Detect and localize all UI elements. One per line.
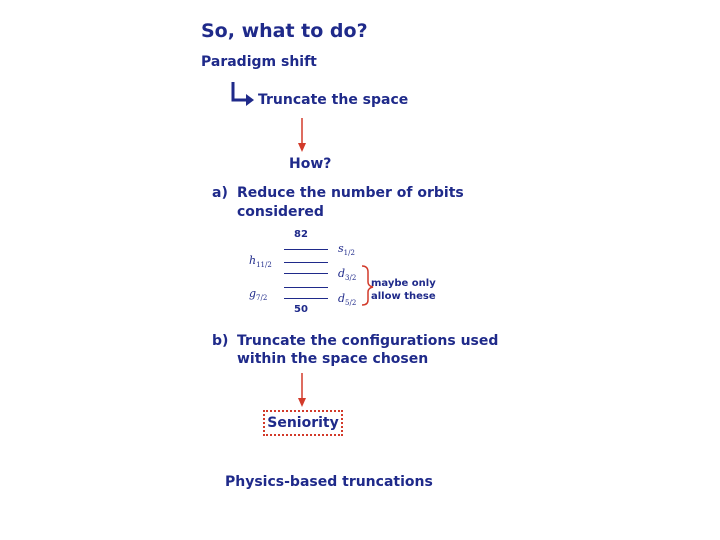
down-arrow-icon-seniority	[298, 373, 306, 407]
brace-note-line1: maybe only	[371, 278, 436, 289]
level-g72	[284, 287, 328, 288]
orbital-label-d32: $d_{3/2}$	[338, 267, 357, 283]
shell-closure-50: 50	[294, 304, 308, 315]
how-text: How?	[289, 156, 332, 172]
seniority-box	[263, 410, 343, 436]
orbital-label-s12: $s_{1/2}$	[338, 242, 355, 258]
option-b-line2: within the space chosen	[237, 351, 429, 367]
option-b-line1: Truncate the configurations used	[237, 333, 499, 349]
truncate-space-text: Truncate the space	[258, 92, 409, 108]
level-s12	[284, 249, 328, 250]
option-a-line2: considered	[237, 204, 324, 220]
slide-title: So, what to do?	[201, 20, 368, 42]
orbital-label-h112: $h_{11/2}$	[249, 254, 272, 270]
down-arrow-icon-how	[298, 118, 306, 152]
shell-closure-82: 82	[294, 229, 308, 240]
level-d32	[284, 273, 328, 274]
seniority-text: Seniority	[267, 415, 339, 431]
physics-based-text: Physics-based truncations	[225, 474, 433, 490]
bent-arrow-icon	[233, 82, 254, 106]
option-b-marker: b)	[212, 333, 229, 349]
orbital-label-g72: $g_{7/2}$	[249, 287, 268, 303]
level-d52	[284, 298, 328, 299]
orbital-label-d52: $d_{5/2}$	[338, 292, 357, 308]
paradigm-shift-text: Paradigm shift	[201, 54, 317, 70]
level-h112	[284, 262, 328, 263]
brace-note-line2: allow these	[371, 291, 436, 302]
option-a-line1: Reduce the number of orbits	[237, 185, 464, 201]
option-a-marker: a)	[212, 185, 228, 201]
